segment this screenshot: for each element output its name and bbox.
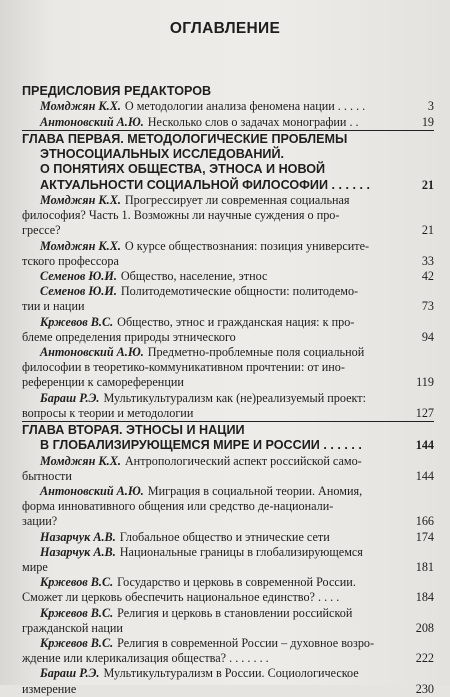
entry-line [22,651,404,666]
entry-line [22,621,404,636]
toc-entry[interactable] [22,575,434,605]
entry-title-line: форма инновативного общения или средство де-национали- [22,499,334,514]
entry-title-line: Сможет ли церковь обеспечить национальное единство? . . . . [22,590,340,605]
entry-line [22,299,404,314]
section-heading-line: О ПОНЯТИЯХ ОБЩЕСТВА, ЭТНОСА И НОВОЙ [40,162,326,177]
entry-title-line: О курсе обществознания: позиция университе- [124,238,370,253]
entry-title-line: Несколько слов о задачах монографии . . [147,114,359,129]
entry-author: Кржевов В.С. [40,314,114,329]
entry-page-number: 144 [415,468,434,483]
entry-title-line: бытности [22,468,72,483]
entry-page-number: 181 [415,559,434,574]
entry-line [22,682,404,697]
toc-entry[interactable] [22,454,434,484]
entry-author: Момджян К.Х. [40,453,121,468]
section-heading-line: АКТУАЛЬНОСТИ СОЦИАЛЬНОЙ ФИЛОСОФИИ . . . . . . [40,177,370,192]
entry-title-line: Мультикультурализм в России. Социологическое [103,666,359,681]
entry-author: Антоновский А.Ю. [40,344,144,359]
entry-text [22,115,434,130]
entry-title-line: вопросы к теории и методологии [22,405,194,420]
entry-page-number: 42 [421,268,434,283]
entry-author: Назарчук А.В. [40,529,116,544]
toc-section [22,421,434,697]
entry-text [22,666,434,696]
section-heading-line: ЭТНОСОЦИАЛЬНЫХ ИССЛЕДОВАНИЙ. [40,147,285,161]
entry-line [40,530,404,545]
entry-line [40,284,404,299]
entry-author: Бараш Р.Э. [40,666,100,681]
entry-line [22,375,404,390]
entry-author: Момджян К.Х. [40,192,121,207]
toc-entry[interactable] [22,193,434,239]
toc-entry[interactable] [22,484,434,530]
section-page-number: 21 [421,177,434,192]
entry-text [22,193,434,239]
entry-title-line: гражданской нации [22,620,123,635]
entry-text [22,284,434,314]
entry-line [40,575,404,590]
toc-entry[interactable] [22,606,434,636]
entry-title-line: Общество, этнос и гражданская нация: к про- [117,314,355,329]
entry-line [40,636,404,651]
entry-author: Назарчук А.В. [40,544,116,559]
entry-line [22,499,404,514]
entry-line [40,269,404,284]
entry-author: Кржевов В.С. [40,635,114,650]
entry-author: Антоновский А.Ю. [40,483,144,498]
entry-text [22,391,434,421]
entry-page-number: 222 [415,651,434,666]
entry-page-number: 184 [415,590,434,605]
toc-entry[interactable] [22,115,434,130]
entry-line [40,484,404,499]
entry-author: Кржевов В.С. [40,575,114,590]
entry-line [22,590,404,605]
entry-title-line: измерение [22,681,77,696]
section-heading-line: ГЛАВА ВТОРАЯ. ЭТНОСЫ И НАЦИИ [22,422,245,437]
section-heading [22,132,434,193]
entry-line [40,239,404,254]
entry-line [22,560,404,575]
entry-line [40,666,404,681]
section-heading-line: ГЛАВА ПЕРВАЯ. МЕТОДОЛОГИЧЕСКИЕ ПРОБЛЕМЫ [22,131,348,146]
entry-author: Бараш Р.Э. [40,390,100,405]
entry-line [22,360,404,375]
toc-entry[interactable] [22,269,434,284]
entry-title-line: философия? Часть 1. Возможны ли научные суждения о про- [22,208,340,223]
entry-text [22,545,434,575]
entry-page-number: 73 [421,299,434,314]
entry-title-line: блеме определения природы этнического [22,329,236,344]
toc-entry[interactable] [22,99,434,114]
entry-text [22,575,434,605]
entry-line [40,606,404,621]
entry-page-number: 19 [421,114,434,129]
entry-line [22,406,404,421]
section-divider [22,421,434,422]
entry-line [40,454,404,469]
entry-page-number: 166 [415,514,434,529]
entry-text [22,454,434,484]
entry-author: Семенов Ю.И. [40,268,117,283]
entry-page-number: 94 [421,329,434,344]
entry-line [40,345,404,360]
entry-title-line: О методологии анализа феномена нации . . . . . [124,99,366,114]
entry-line [40,315,404,330]
toc-entry[interactable] [22,345,434,391]
entry-text [22,530,434,545]
entry-title-line: Религия и церковь в становлении российской [117,605,353,620]
entry-author: Момджян К.Х. [40,99,121,114]
section-heading-line: В ГЛОБАЛИЗИРУЮЩЕМСЯ МИРЕ И РОССИИ . . . . . . [40,438,362,453]
entry-title-line: грессе? [22,223,61,238]
entry-title-line: зации? [22,514,58,529]
toc-section [22,84,434,130]
entry-title-line: Государство и церковь в современной России. [117,575,356,590]
entry-line [22,254,404,269]
entry-line [40,193,404,208]
entry-title-line: Глобальное общество и этнические сети [119,529,330,544]
entry-page-number: 127 [415,405,434,420]
toc-entry[interactable] [22,391,434,421]
entry-page-number: 3 [427,99,434,114]
toc-section [22,130,434,421]
entry-title-line: Общество, население, этнос [120,268,268,283]
section-divider [22,130,434,131]
section-heading-line: ПРЕДИСЛОВИЯ РЕДАКТОРОВ [22,84,212,98]
section-page-number: 144 [415,438,434,453]
entry-title-line: философии в теоретико-коммуникативном прочтении: от ино- [22,360,345,375]
page-title: ОГЛАВЛЕНИЕ [169,20,281,37]
entry-title-line: Религия в современной России – духовное возро- [117,635,375,650]
entry-text [22,315,434,345]
entry-title-line: Миграция в социальной теории. Аномия, [147,483,363,498]
entry-page-number: 33 [421,253,434,268]
entry-title-line: референции к самореференции [22,375,184,390]
toc-entry[interactable] [22,239,434,269]
entry-author: Момджян К.Х. [40,238,121,253]
toc-entry[interactable] [22,636,434,666]
entry-page-number: 21 [421,223,434,238]
entry-page-number: 174 [415,529,434,544]
entry-title-line: тского профессора [22,253,119,268]
entry-line [22,208,404,223]
entry-title-line: Прогрессирует ли современная социальная [124,192,350,207]
entry-line [40,391,404,406]
entry-text [22,345,434,391]
entry-line [40,99,404,114]
toc-entry[interactable] [22,545,434,575]
toc-entry[interactable] [22,284,434,314]
entry-title-line: Национальные границы в глобализирующемся [119,544,363,559]
entry-page-number: 230 [415,681,434,696]
entry-text [22,606,434,636]
entry-line [40,115,404,130]
table-of-contents [22,84,434,697]
entry-author: Семенов Ю.И. [40,284,117,299]
entry-text [22,239,434,269]
entry-line [22,514,404,529]
entry-title-line: Предметно-проблемные поля социальной [147,344,365,359]
entry-line [40,545,404,560]
entry-author: Антоновский А.Ю. [40,114,144,129]
entry-title-line: тии и нации [22,299,85,314]
toc-entry[interactable] [22,315,434,345]
entry-text [22,484,434,530]
entry-text [22,99,434,114]
entry-line [22,469,404,484]
entry-page-number: 208 [415,620,434,635]
entry-line [22,330,404,345]
entry-title-line: Политодемотические общности: политодемо- [120,284,359,299]
section-heading [22,423,434,454]
entry-title-line: ждение или клерикализация общества? . . . . . . . [22,651,269,666]
section-heading [22,84,434,99]
entry-author: Кржевов В.С. [40,605,114,620]
entry-title-line: Антропологический аспект российской само- [124,453,362,468]
entry-text [22,269,434,284]
toc-entry[interactable] [22,666,434,696]
entry-title-line: Мультикультурализм как (не)реализуемый проект: [103,390,367,405]
entry-page-number: 119 [416,375,434,390]
entry-text [22,636,434,666]
toc-entry[interactable] [22,530,434,545]
entry-title-line: мире [22,559,48,574]
entry-line [22,223,404,238]
